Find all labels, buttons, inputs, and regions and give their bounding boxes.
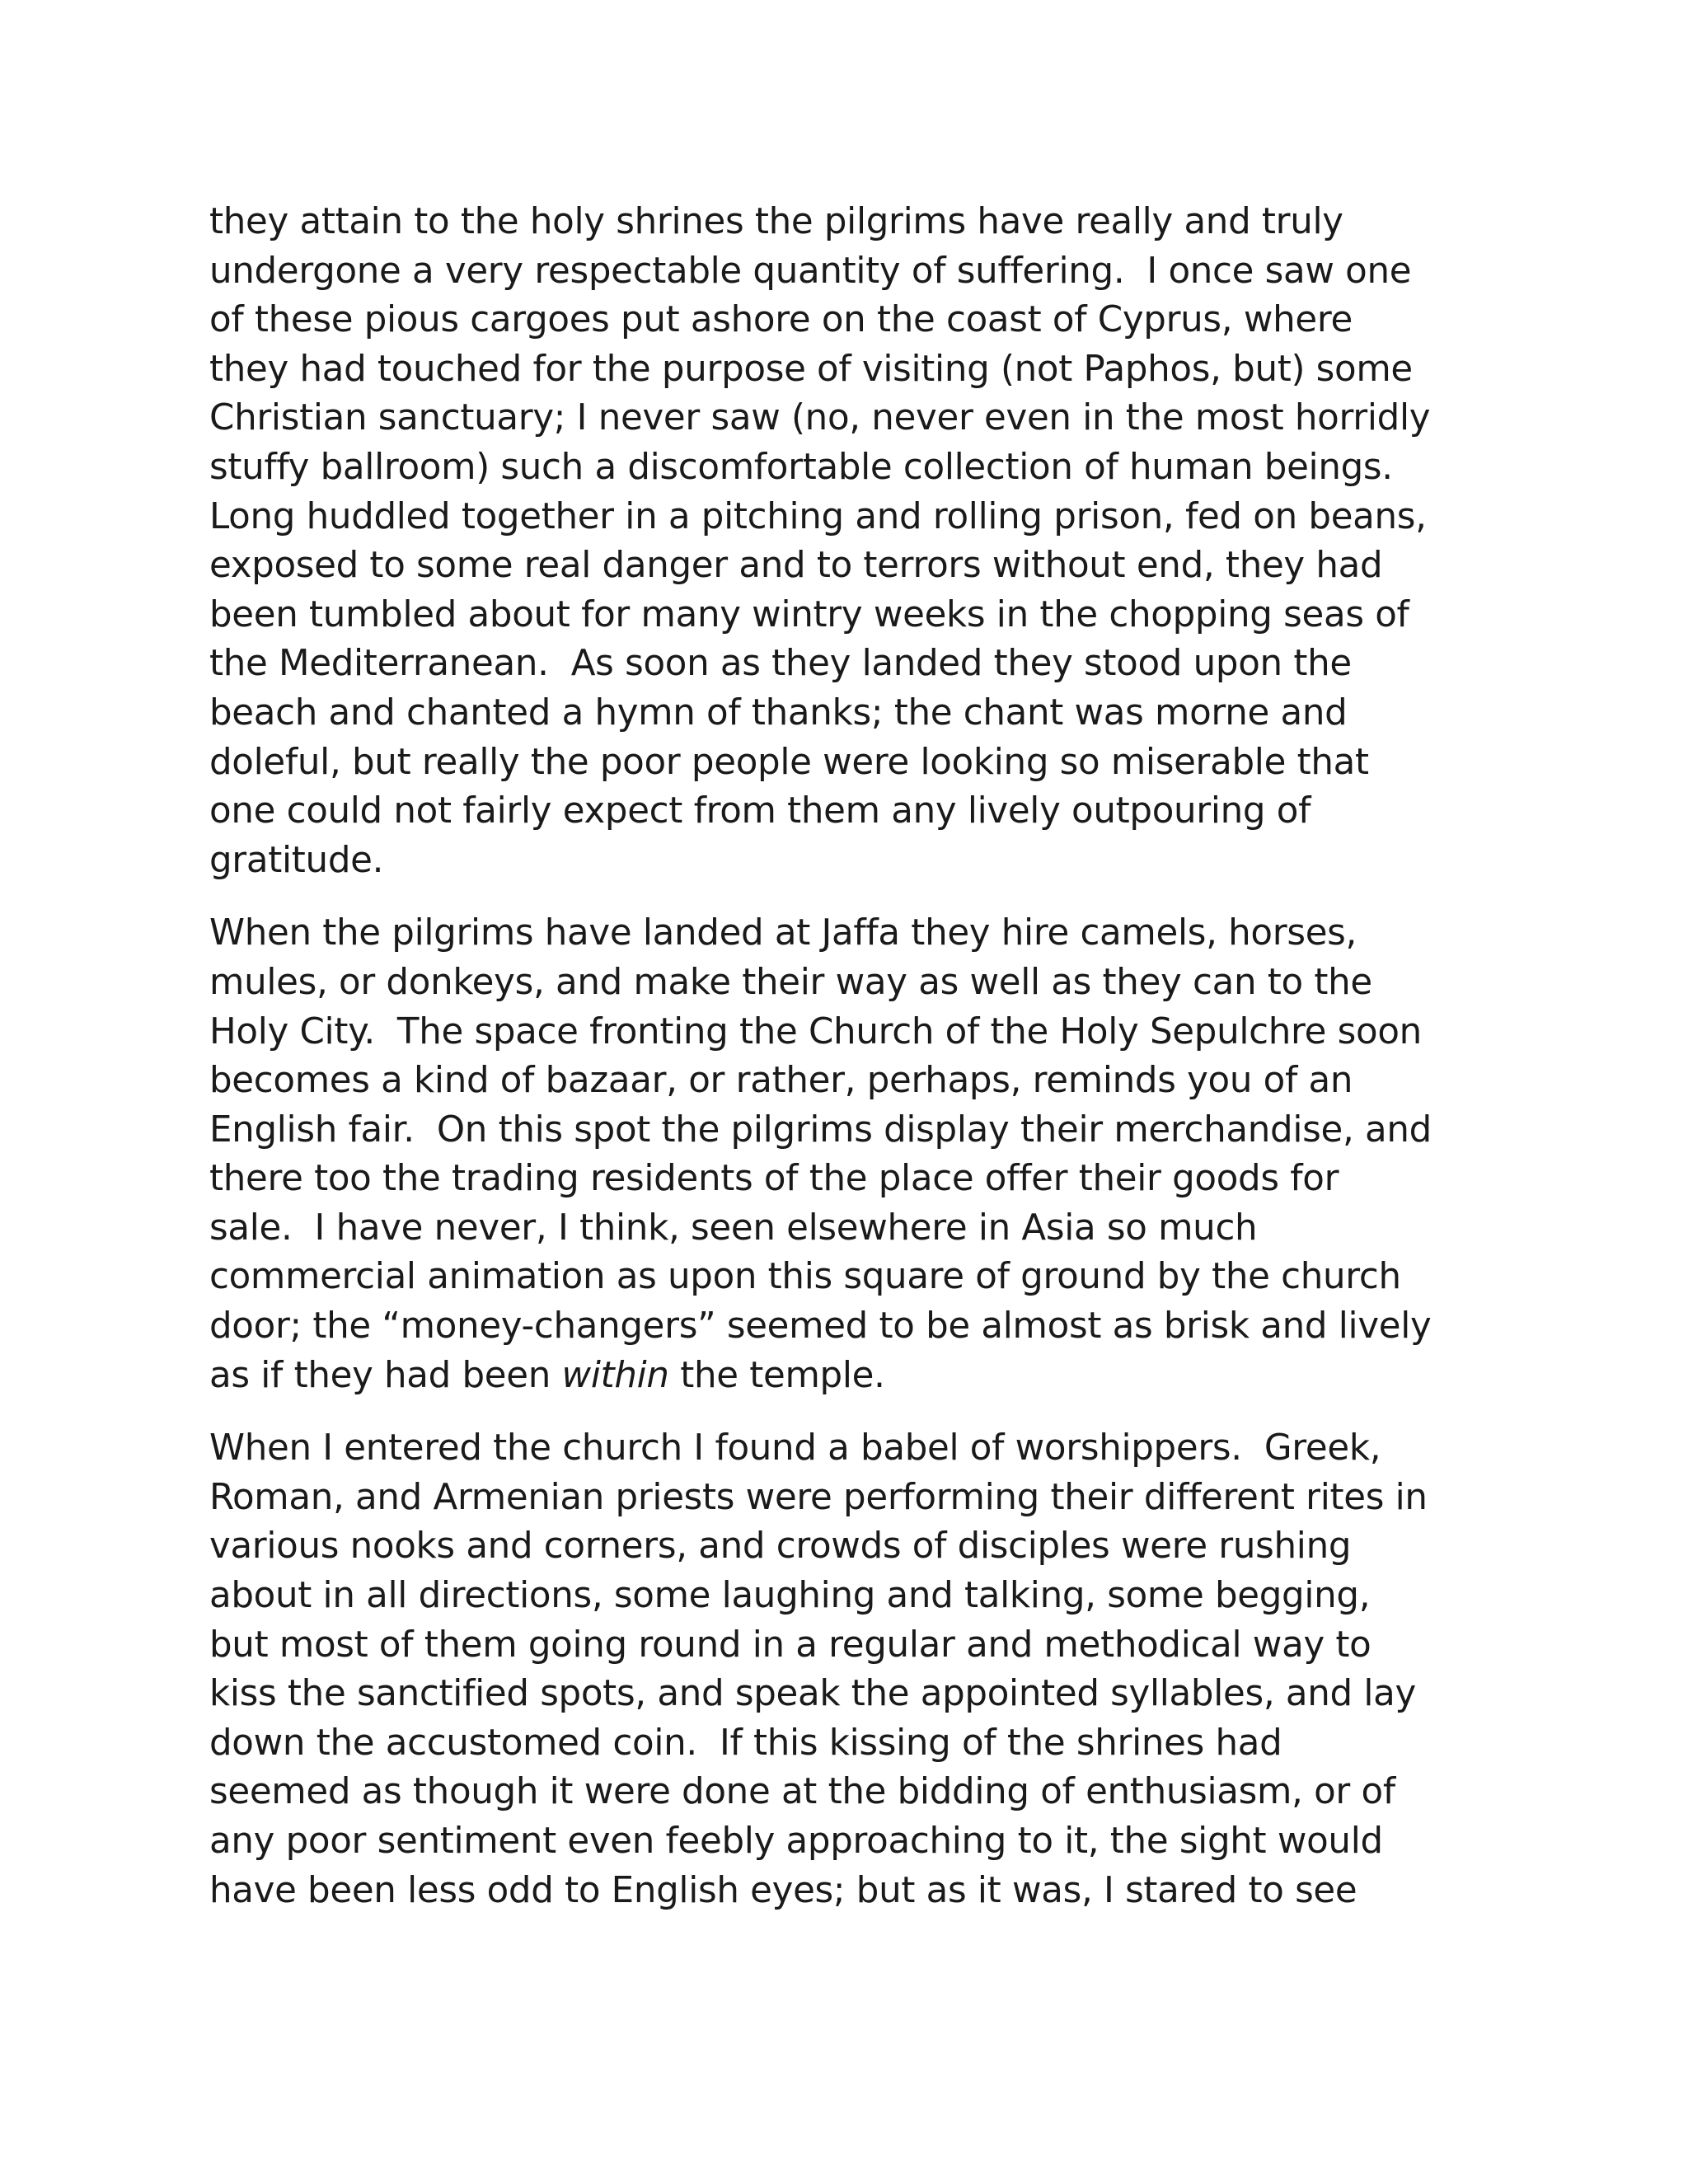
text-line: English fair. On this spot the pilgrims display their merchandise, and [209,1108,1432,1151]
text-line: When I entered the church I found a babel of worshippers. Greek, [209,1427,1381,1469]
text-line-with-emphasis [209,1352,1495,1401]
text-line: Christian sanctuary; I never saw (no, never even in the most horridly [209,397,1431,439]
text-line: kiss the sanctified spots, and speak the appointed syllables, and lay [209,1673,1416,1715]
text-line: the Mediterranean. As soon as they landed they stood upon the [209,643,1352,685]
text-line: been tumbled about for many wintry weeks in the chopping seas of [209,593,1409,635]
text-line: there too the trading residents of the place offer their goods for [209,1158,1339,1200]
text-line: becomes a kind of bazaar, or rather, perhaps, reminds you of an [209,1060,1353,1102]
text-line: undergone a very respectable quantity of suffering. I once saw one [209,250,1412,292]
text-line: they had touched for the purpose of visiting (not Paphos, but) some [209,348,1413,390]
paragraph-1 [209,198,1495,885]
text-line: Roman, and Armenian priests were performing their different rites in [209,1476,1428,1518]
text-line: Long huddled together in a pitching and rolling prison, fed on beans, [209,495,1427,537]
text-line: have been less odd to English eyes; but as it was, I stared to see [209,1869,1357,1911]
text-line: they attain to the holy shrines the pilgrims have really and truly [209,201,1343,242]
italic-word: within [561,1354,669,1396]
text-line: commercial animation as upon this square of ground by the church [209,1256,1401,1298]
text-line: gratitude. [209,839,384,881]
text-line: doleful, but really the poor people were looking so miserable that [209,741,1369,783]
text-line: any poor sentiment even feebly approaching to it, the sight would [209,1821,1383,1862]
text-line: one could not fairly expect from them any lively outpouring of [209,790,1311,832]
text-line: exposed to some real danger and to terrors without end, they had [209,545,1383,587]
text-line: door; the “money-changers” seemed to be almost as brisk and lively [209,1305,1432,1347]
paragraph-2 [209,909,1495,1400]
text-line: mules, or donkeys, and make their way as well as they can to the [209,961,1372,1003]
text-line: When the pilgrims have landed at Jaffa they hire camels, horses, [209,912,1357,954]
text-run: as if they had been [209,1354,562,1396]
text-line: but most of them going round in a regular and methodical way to [209,1624,1372,1666]
text-line: of these pious cargoes put ashore on the coast of Cyprus, where [209,299,1353,341]
text-line: about in all directions, some laughing and talking, some begging, [209,1575,1371,1617]
text-line: Holy City. The space fronting the Church of the Holy Sepulchre soon [209,1010,1422,1052]
text-run: the temple. [668,1354,885,1396]
text-line: beach and chanted a hymn of thanks; the chant was morne and [209,691,1348,733]
text-line: down the accustomed coin. If this kissing of the shrines had [209,1722,1282,1764]
paragraph-3 [209,1424,1495,1915]
text-line: stuffy ballroom) such a discomfortable collection of human beings. [209,446,1393,488]
body-text [209,198,1495,1939]
text-line: sale. I have never, I think, seen elsewhere in Asia so much [209,1207,1258,1249]
text-line: various nooks and corners, and crowds of disciples were rushing [209,1526,1352,1568]
text-line: seemed as though it were done at the bidding of enthusiasm, or of [209,1771,1395,1813]
